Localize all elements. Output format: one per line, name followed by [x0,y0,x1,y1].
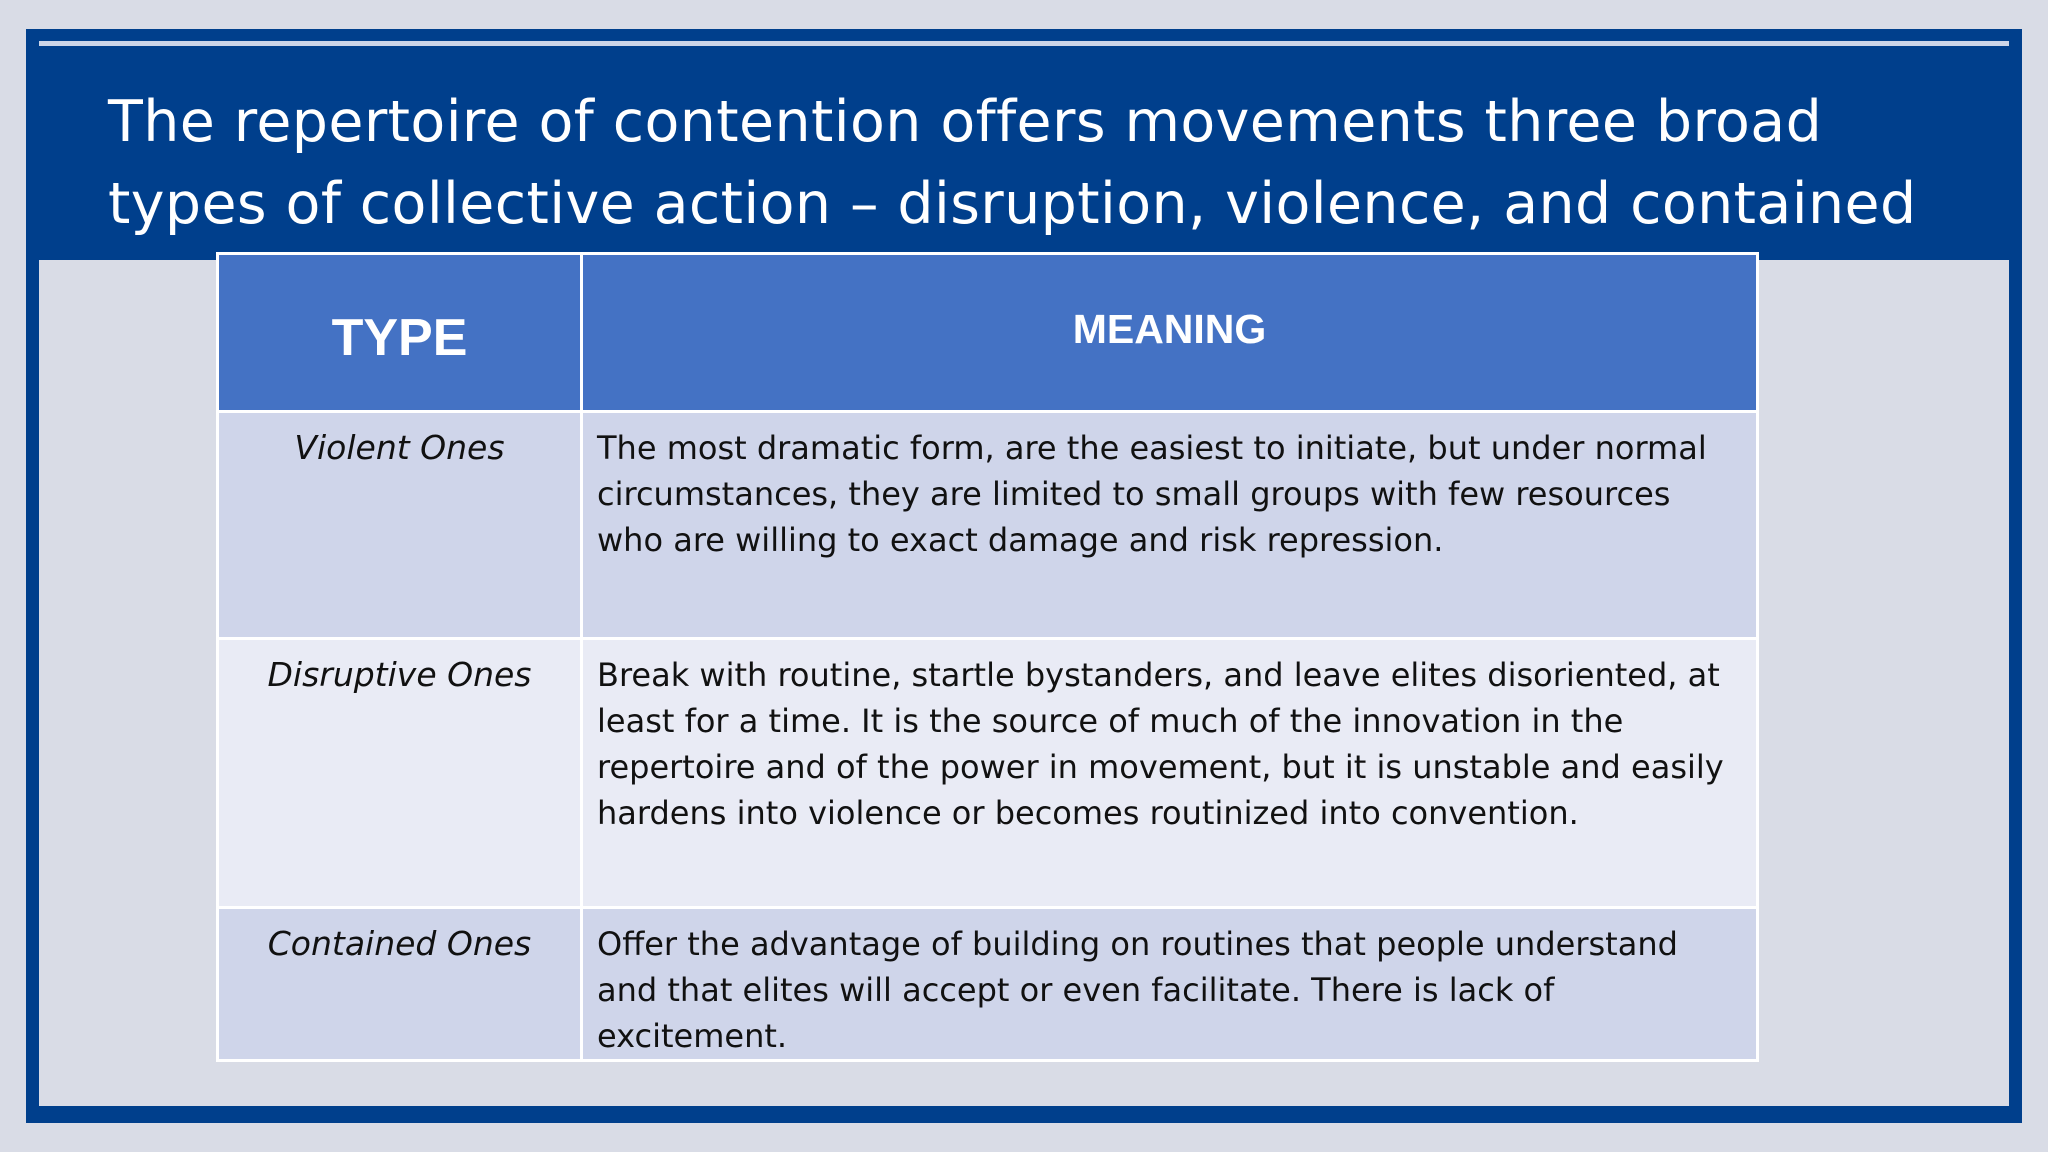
slide-title: The repertoire of contention offers movements three broad types of collective action – disruption, violence, and contained [108,89,1917,237]
table-row-violent [218,412,1758,639]
table-row-disruptive [218,639,1758,908]
type-cell: Violent Ones [218,412,582,639]
column-header-type: TYPE [218,254,582,412]
title-divider-line [39,41,2009,46]
type-cell: Disruptive Ones [218,639,582,908]
meaning-cell: Break with routine, startle bystanders, and leave elites disoriented, at least for a time. It is the source of much of the innovation in the repertoire and of the power in movement, but it is unstable and easily hardens into violence or becomes routinized into convention. [582,639,1758,908]
meaning-cell: The most dramatic form, are the easiest to initiate, but under normal circumstances, they are limited to small groups with few resources who are willing to exact damage and risk repression. [582,412,1758,639]
repertoire-table [216,252,1759,1062]
meaning-cell: Offer the advantage of building on routines that people understand and that elites will accept or even facilitate. There is lack of excitement. [582,908,1758,1061]
table-header-row [218,254,1758,412]
type-cell: Contained Ones [218,908,582,1061]
table-row-contained [218,908,1758,1061]
column-header-meaning: MEANING [582,254,1758,412]
